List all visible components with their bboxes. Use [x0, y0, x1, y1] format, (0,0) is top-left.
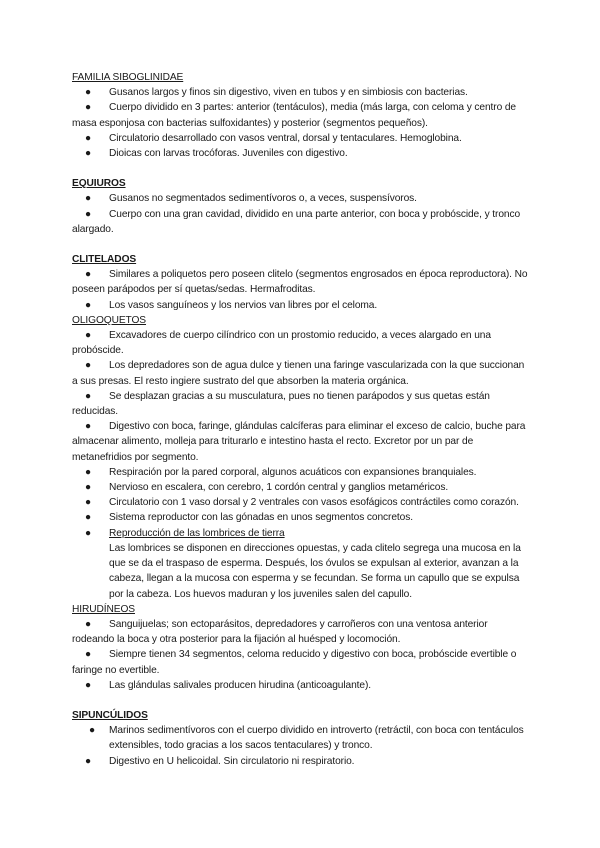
bullet-icon: ●: [85, 330, 92, 342]
list-item: ● Gusanos no segmentados sedimentívoros o, a veces, suspensívoros.: [72, 191, 530, 206]
bullet-icon: ●: [85, 649, 92, 661]
bullet-icon: ●: [85, 755, 92, 767]
bullet-icon: ●: [85, 497, 92, 509]
bullet-icon: ●: [85, 87, 92, 99]
list-item: ● Circulatorio desarrollado con vasos ventral, dorsal y tentaculares. Hemoglobina.: [72, 131, 530, 146]
bullet-icon: ●: [85, 102, 92, 114]
list-item: ● Cuerpo con una gran cavidad, dividido en una parte anterior, con boca y probóscide, y tronco alargado.: [72, 208, 521, 235]
list-item: ● Excavadores de cuerpo cilíndrico con un prostomio reducido, a veces alargado en una probóscide.: [72, 330, 491, 357]
list-item: ● Siempre tienen 34 segmentos, celoma reducido y digestivo con boca, probóscide evertible o faringe no evertible.: [72, 649, 517, 676]
bullet-icon: ●: [85, 527, 92, 539]
list-item: ● Cuerpo dividido en 3 partes: anterior (tentáculos), media (más larga, con celoma y centro de masa esponjosa con bacterias sulfoxidantes) y posterior (segmentos pequeños).: [72, 102, 517, 129]
list-item: ● Digestivo en U helicoidal. Sin circulatorio ni respiratorio.: [72, 754, 530, 769]
list-item: ● Nervioso en escalera, con cerebro, 1 cordón central y ganglios metaméricos.: [72, 480, 530, 495]
list-item: [72, 526, 530, 541]
section-siboglinidae: [72, 70, 530, 161]
list-item: ● Marinos sedimentívoros con el cuerpo dividido en introverto (retráctil, con boca con tentáculos extensibles, todo gracias a los sacos tentaculares) y tronco.: [89, 725, 524, 752]
subsection-title-hirudineos: HIRUDÍNEOS: [72, 603, 135, 615]
list-item: ● Los vasos sanguíneos y los nervios van libres por el celoma.: [72, 298, 530, 313]
list-item: ● Similares a poliquetos pero poseen clitelo (segmentos engrosados en época reproductora). No poseen parápodos per sí quetas/sedas. Hermafroditas.: [72, 269, 528, 296]
list-item: ● Respiración por la pared corporal, algunos acuáticos con expansiones branquiales.: [72, 465, 530, 480]
bullet-icon: ●: [85, 269, 92, 281]
document-page: [72, 70, 530, 784]
list-item: ● Los depredadores son de agua dulce y tienen una faringe vascularizada con la que succionan a sus presas. El resto ingiere sustrato del que absorben la materia orgánica.: [72, 360, 525, 387]
section-title: EQUIUROS: [72, 178, 126, 190]
list-item: ● Circulatorio con 1 vaso dorsal y 2 ventrales con vasos esofágicos contráctiles como corazón.: [72, 495, 530, 510]
list-item: ● Se desplazan gracias a su musculatura, pues no tienen parápodos y sus quetas están reducidas.: [72, 390, 490, 418]
bullet-icon: ●: [89, 725, 96, 737]
list-item: ● Las glándulas salivales producen hirudina (anticoagulante).: [72, 678, 530, 693]
bullet-icon: ●: [85, 132, 92, 144]
section-sipunculidos: [72, 708, 530, 769]
list-item: ● Sanguijuelas; son ectoparásitos, depredadores y carroñeros con una ventosa anterior rodeando la boca y otra posterior para la fijación al huésped y locomoción.: [72, 618, 488, 646]
bullet-icon: ●: [85, 512, 92, 524]
bullet-icon: ●: [85, 299, 92, 311]
bullet-icon: ●: [85, 193, 92, 205]
bullet-icon: ●: [85, 466, 92, 478]
list-item: ● Gusanos largos y finos sin digestivo, viven en tubos y en simbiosis con bacterias.: [72, 85, 530, 100]
section-equiuros: [72, 176, 530, 237]
bullet-icon: ●: [85, 148, 92, 160]
section-title: SIPUNCÚLIDOS: [72, 709, 148, 721]
bullet-icon: ●: [85, 360, 92, 372]
list-item: ● Dioicas con larvas trocóforas. Juveniles con digestivo.: [72, 146, 530, 161]
section-clitelados: [72, 252, 530, 693]
bullet-icon: ●: [85, 482, 92, 494]
bullet-icon: ●: [85, 390, 92, 402]
bullet-icon: ●: [85, 208, 92, 220]
bullet-icon: ●: [85, 679, 92, 691]
section-title: FAMILIA SIBOGLINIDAE: [72, 72, 184, 83]
section-title: CLITELADOS: [72, 254, 137, 266]
reproduccion-title: Reproducción de las lombrices de tierra: [109, 527, 285, 539]
list-item: ● Sistema reproductor con las gónadas en unos segmentos concretos.: [72, 510, 530, 525]
list-item: ● Digestivo con boca, faringe, glándulas calcíferas para eliminar el exceso de calcio, buche para almacenar alimento, molleja para triturarlo e intestino hasta el recto. Excretor por un par de metanefridios por segmento.: [72, 421, 526, 463]
bullet-icon: ●: [85, 421, 92, 433]
subsection-title-oligoquetos: OLIGOQUETOS: [72, 314, 147, 326]
bullet-icon: ●: [85, 618, 92, 630]
reproduccion-text: Las lombrices se disponen en direcciones opuestas, y cada clitelo segrega una mucosa en la que se da el traspaso de esperma. Después, los óvulos se expulsan al exterior, avanzan a la cabeza, llegan a la mucosa con esperma y se fecundan. Se forma un capullo que se expulsa por la cabeza. Los huevos maduran y los juveniles salen del capullo.: [109, 542, 521, 600]
